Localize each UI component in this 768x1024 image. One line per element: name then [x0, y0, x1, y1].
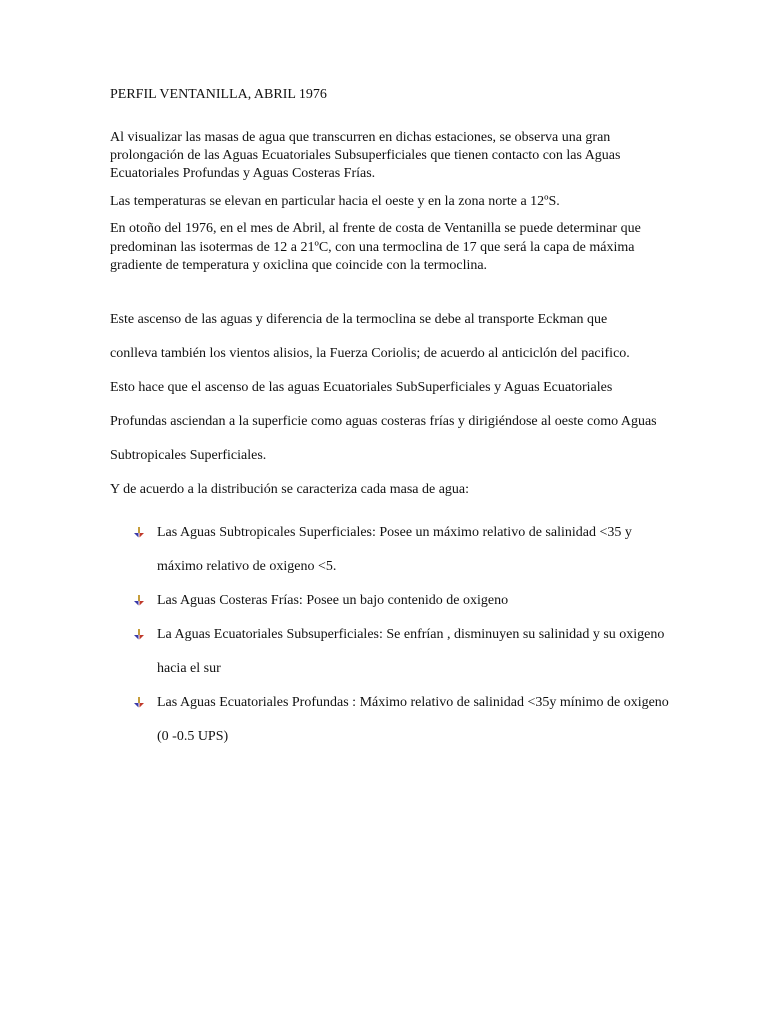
- arrow-down-bullet-icon: [133, 527, 145, 539]
- paragraph-temperatures: Las temperaturas se elevan en particular hacia el oeste y en la zona norte a 12ºS.: [110, 194, 560, 209]
- list-item: [130, 618, 670, 686]
- paragraph-autumn-1976: En otoño del 1976, en el mes de Abril, al frente de costa de Ventanilla se puede determinar que predominan las isotermas de 12 a 21ºC, con una termoclina de 17 que será la capa de máxima gradiente de temperatura y oxiclina que coincide con la termoclina.: [110, 221, 641, 273]
- document-title: PERFIL VENTANILLA, ABRIL 1976: [110, 87, 327, 102]
- arrow-down-bullet-icon: [133, 595, 145, 607]
- arrow-down-bullet-icon: [133, 697, 145, 709]
- list-item-text: Las Aguas Subtropicales Superficiales: Posee un máximo relativo de salinidad <35 y máximo relativo de oxigeno <5.: [157, 525, 632, 574]
- paragraph-distribution-intro: Y de acuerdo a la distribución se caracteriza cada masa de agua:: [110, 482, 470, 497]
- list-item-text: Las Aguas Costeras Frías: Posee un bajo contenido de oxigeno: [157, 593, 509, 608]
- list-item-text: La Aguas Ecuatoriales Subsuperficiales: Se enfrían , disminuyen su salinidad y su oxigeno hacia el sur: [157, 627, 665, 676]
- list-item-text: Las Aguas Ecuatoriales Profundas : Máximo relativo de salinidad <35y mínimo de oxigeno (0 -0.5 UPS): [157, 695, 669, 744]
- paragraph-water-masses: Al visualizar las masas de agua que transcurren en dichas estaciones, se observa una gran prolongación de las Aguas Ecuatoriales Subsuperficiales que tienen contacto con las Aguas Ecuatoriales Profundas y Aguas Costeras Frías.: [110, 130, 621, 181]
- list-item: [130, 686, 670, 754]
- list-item: [130, 516, 670, 584]
- list-item: [130, 584, 670, 618]
- arrow-down-bullet-icon: [133, 629, 145, 641]
- water-mass-list: [130, 516, 670, 754]
- paragraph-ascent-eckman: Este ascenso de las aguas y diferencia de la termoclina se debe al transporte Eckman que conlleva también los vientos alisios, la Fuerza Coriolis; de acuerdo al anticiclón del pacifico. Esto hace que el ascenso de las aguas Ecuatoriales SubSuperficiales y Aguas Ecuatoriales Profundas asciendan a la superficie como aguas costeras frías y dirigiéndose al oeste como Aguas Subtropicales Superficiales.: [110, 312, 657, 463]
